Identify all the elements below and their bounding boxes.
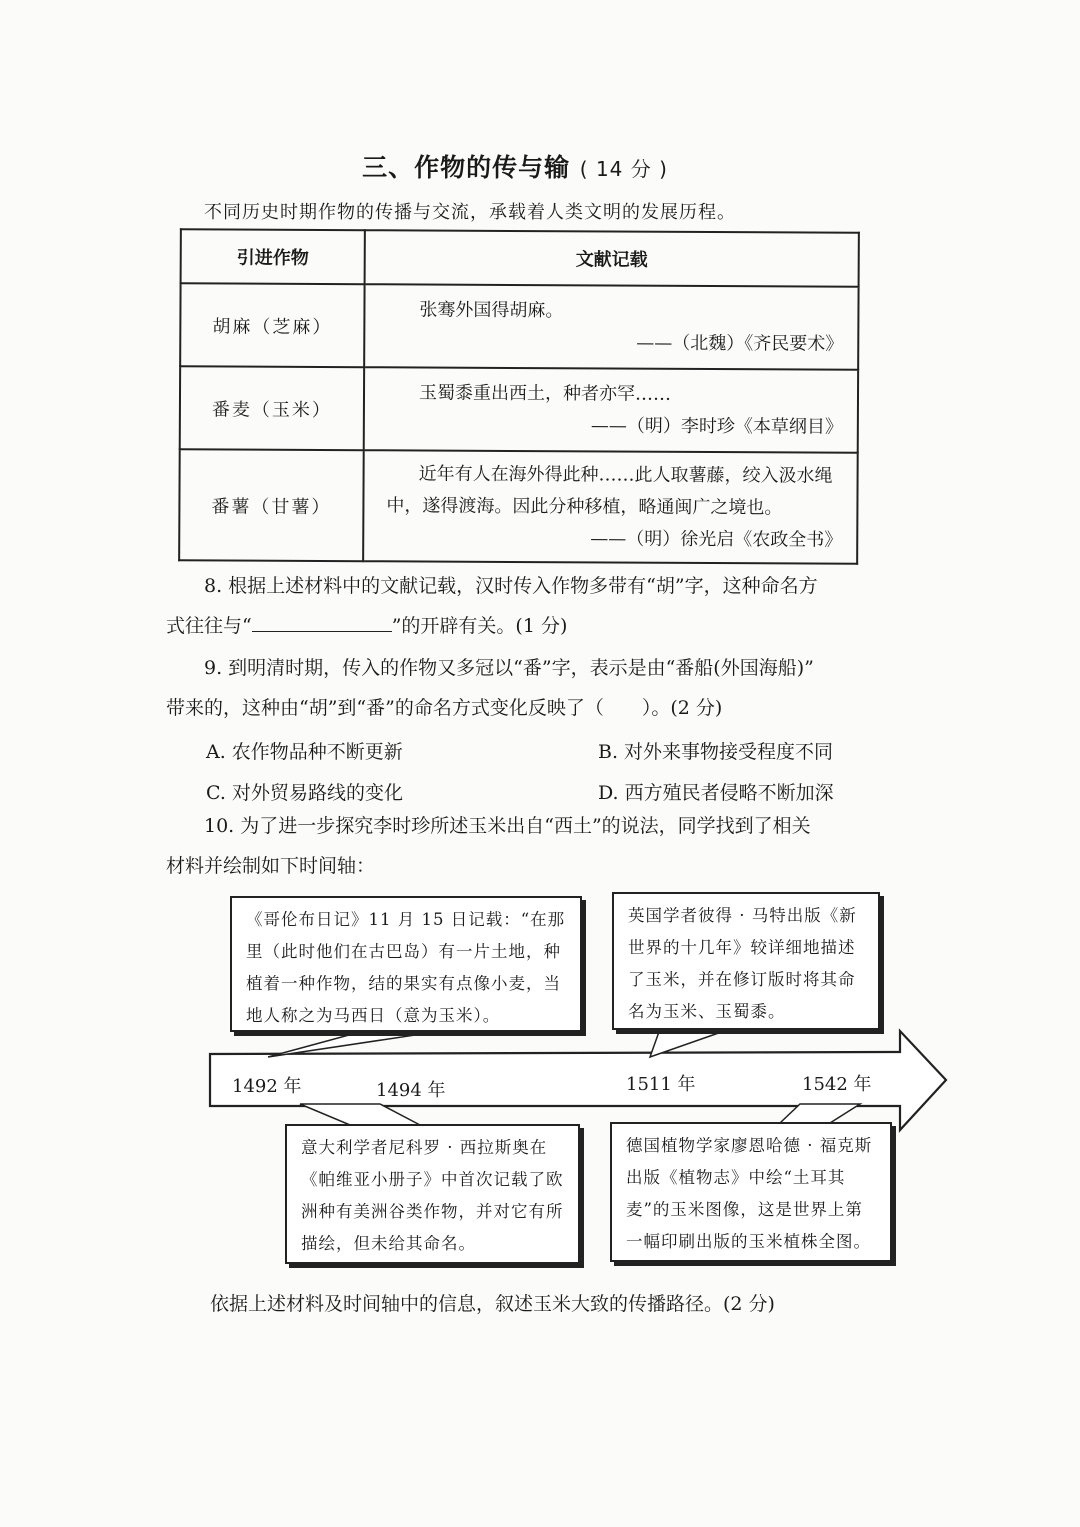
crop-cell: 胡麻（芝麻） <box>180 283 364 367</box>
header-record: 文献记载 <box>365 230 859 287</box>
year-1494: 1494 年 <box>376 1080 446 1101</box>
section-intro: 不同历史时期作物的传播与交流，承载着人类文明的发展历程。 <box>204 202 736 223</box>
q8-text-a: 式往往与“ <box>166 615 252 637</box>
event-box-1492: 《哥伦布日记》11 月 15 日记载：“在那里（此时他们在古巴岛）有一片土地，种植着一种作物，结的果实有点像小麦，当地人称之为马西日（意为玉米）。 <box>230 896 582 1032</box>
header-crop: 引进作物 <box>181 229 365 284</box>
q9-line1: 9. 到明清时期，传入的作物又多冠以“番”字，表示是由“番船(外国海船)” <box>204 657 814 679</box>
q8-text-b: ”的开辟有关。(1 分) <box>391 615 568 637</box>
record-text: 近年有人在海外得此种……此人取薯藤，绞入汲水绳中，遂得渡海。因此分种移植，略通闽广之境也。 <box>386 462 833 518</box>
record-text: 张骞外国得胡麻。 <box>419 298 564 321</box>
event-box-1494: 意大利学者尼科罗 · 西拉斯奥在《帕维亚小册子》中首次记载了欧洲种有美洲谷类作物，并对它有所描绘，但未给其命名。 <box>285 1124 580 1264</box>
record-source: ——（北魏）《齐民要术》 <box>636 332 844 355</box>
event-box-1511: 英国学者彼得 · 马特出版《新世界的十几年》较详细地描述了玉米，并在修订版时将其命名为玉米、玉蜀黍。 <box>612 892 880 1030</box>
q8-line1: 8. 根据上述材料中的文献记载，汉时传入作物多带有“胡”字，这种命名方 <box>204 575 818 597</box>
section-score: ( 14 分 ) <box>579 157 668 181</box>
record-text: 玉蜀黍重出西土，种者亦罕…… <box>418 381 672 405</box>
connector-1494 <box>300 1104 420 1125</box>
crop-cell: 番薯（甘薯） <box>179 449 364 561</box>
q9-line2: 带来的，这种由“胡”到“番”的命名方式变化反映了（ ）。(2 分) <box>166 697 723 719</box>
option-d[interactable]: D. 西方殖民者侵略不断加深 <box>598 782 834 804</box>
option-b[interactable]: B. 对外来事物接受程度不同 <box>598 741 834 763</box>
section-title-text: 三、作物的传与输 <box>362 153 571 182</box>
event-box-1542: 德国植物学家廖恩哈德 · 福克斯出版《植物志》中绘“土耳其麦”的玉米图像，这是世界上第一幅印刷出版的玉米植株全图。 <box>610 1122 892 1262</box>
record-source: ——（明）李时珍《本草纲目》 <box>590 414 843 438</box>
year-1511: 1511 年 <box>626 1074 696 1095</box>
crop-cell: 番麦（玉米） <box>180 366 364 450</box>
question-10-prompt: 依据上述材料及时间轴中的信息，叙述玉米大致的传播路径。(2 分) <box>210 1293 775 1315</box>
option-c[interactable]: C. 对外贸易路线的变化 <box>206 782 403 804</box>
year-1542: 1542 年 <box>802 1074 872 1095</box>
q10-line2: 材料并绘制如下时间轴： <box>166 855 376 877</box>
q10-line1: 10. 为了进一步探究李时珍所述玉米出自“西土”的说法，同学找到了相关 <box>204 815 811 837</box>
year-1492: 1492 年 <box>232 1076 302 1097</box>
option-a[interactable]: A. 农作物品种不断更新 <box>206 741 403 763</box>
record-source: ——（明）徐光启《农政全书》 <box>590 527 843 551</box>
